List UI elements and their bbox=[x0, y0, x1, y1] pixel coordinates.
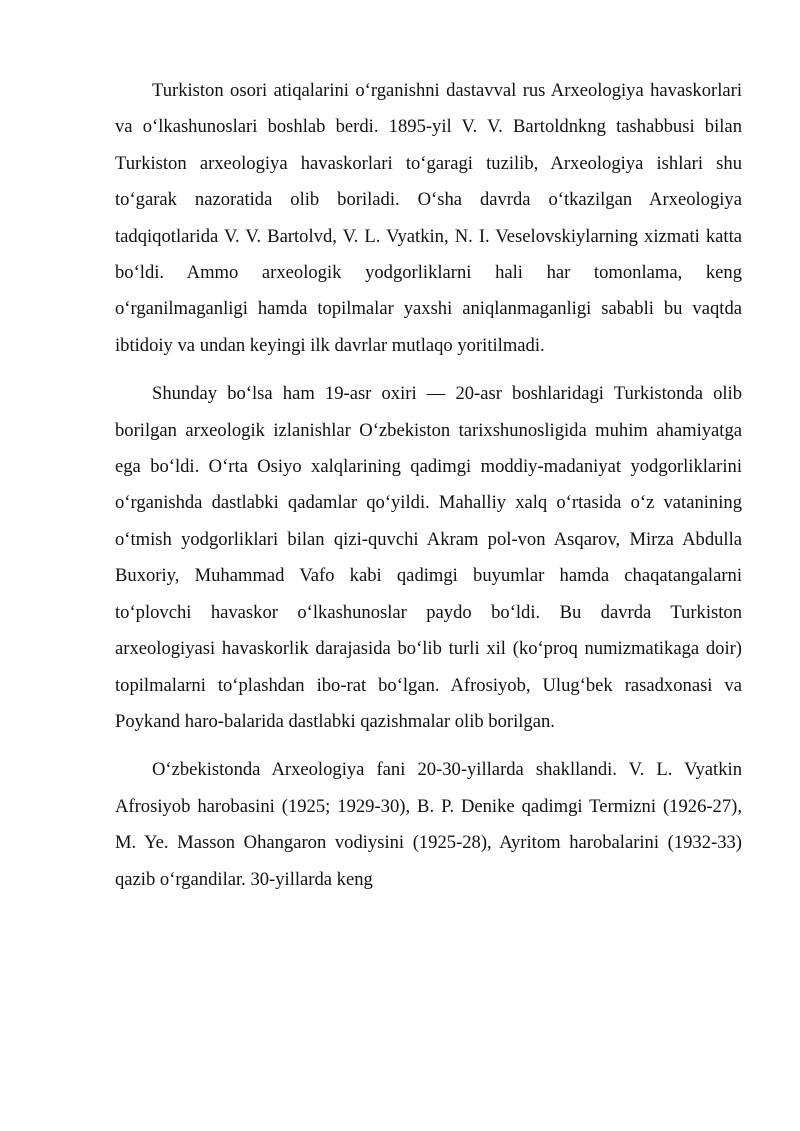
paragraph-3: O‘zbekistonda Arxeologiya fani 20-30-yillarda shakllandi. V. L. Vyatkin Afrosiyob harobasini (1925; 1929-30), B. P. Denike qadimgi Termizni (1926-27), M. Ye. Masson Ohangaron vodiysini (1925-28), Ayritom harobalarini (1932-33) qazib o‘rgandilar. 30-yillarda keng bbox=[115, 759, 742, 890]
paragraph-1: Turkiston osori atiqalarini o‘rganishni dastavval rus Arxeologiya havaskorlari va o‘lkashunoslari boshlab berdi. 1895-yil V. V. Bartoldnkng tashabbusi bilan Turkiston arxeologiya havaskorlari to‘garagi tuzilib, Arxeologiya ishlari shu to‘garak nazoratida olib boriladi. O‘sha davrda o‘tkazilgan Arxeologiya tadqiqotlarida V. V. Bartolvd, V. L. Vyatkin, N. I. Veselovskiylarning xizmati katta bo‘ldi. Ammo arxeologik yodgorliklarni hali har tomonlama, keng o‘rganilmaganligi hamda topilmalar yaxshi aniqlanmaganligi sababli bu vaqtda ibtidoiy va undan keyingi ilk davrlar mutlaqo yoritilmadi. bbox=[115, 80, 742, 356]
body-text bbox=[115, 73, 742, 898]
paragraph-2: Shunday bo‘lsa ham 19-asr oxiri — 20-asr boshlaridagi Turkistonda olib borilgan arxeologik izlanishlar O‘zbekiston tarixshunosligida muhim ahamiyatga ega bo‘ldi. O‘rta Osiyo xalqlarining qadimgi moddiy-madaniyat yodgorliklarini o‘rganishda dastlabki qadamlar qo‘yildi. Mahalliy xalq o‘rtasida o‘z vatanining o‘tmish yodgorliklari bilan qizi-quvchi Akram pol-von Asqarov, Mirza Abdulla Buxoriy, Muhammad Vafo kabi qadimgi buyumlar hamda chaqatangalarni to‘plovchi havaskor o‘lkashunoslar paydo bo‘ldi. Bu davrda Turkiston arxeologiyasi havaskorlik darajasida bo‘lib turli xil (ko‘proq numizmatikaga doir) topilmalarni to‘plashdan ibo-rat bo‘lgan. Afrosiyob, Ulug‘bek rasadxonasi va Poykand haro-balarida dastlabki qazishmalar olib borilgan. bbox=[115, 383, 742, 732]
